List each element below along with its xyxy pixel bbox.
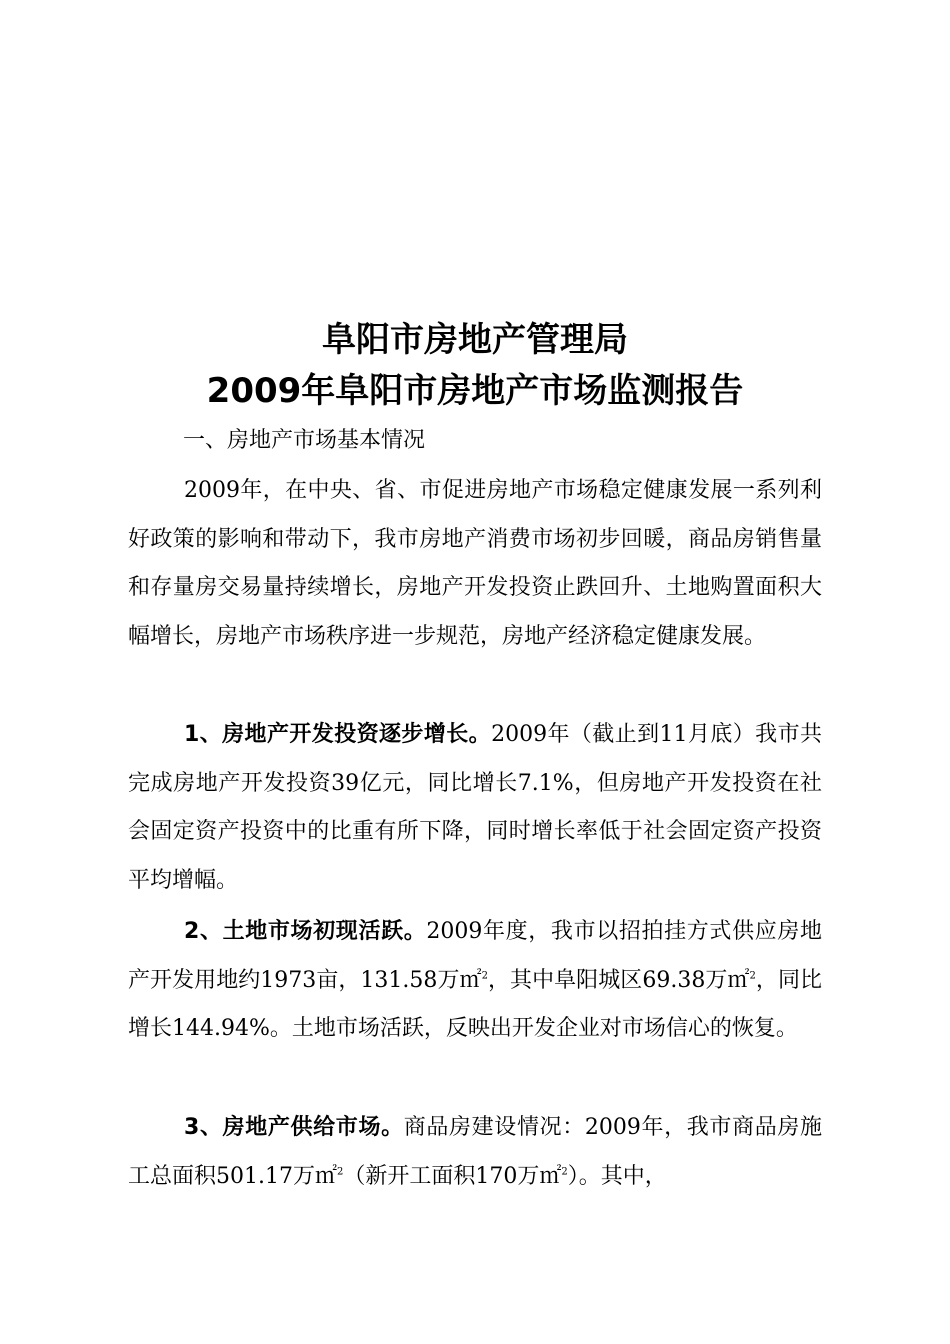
- item-3-sup-a: 2: [336, 1166, 344, 1178]
- item-3-text-b: （新开工面积170万㎡: [343, 1163, 562, 1189]
- item-2-text-a: 2009年度，我市以招拍挂方式供应房地产开发用地约1973亩，131.58万㎡: [128, 919, 822, 993]
- document-title-org: 阜阳市房地产管理局: [322, 320, 628, 360]
- item-2-text-b: ，其中阜阳城区69.38万㎡: [487, 967, 750, 993]
- intro-paragraph: [128, 467, 822, 661]
- item-1-lead: 1、房地产开发投资逐步增长。: [184, 722, 492, 747]
- item-3-text-c: ）。其中，: [567, 1163, 667, 1189]
- item-3-lead: 3、房地产供给市场。: [184, 1115, 404, 1140]
- item-2-sup-a: 2: [481, 970, 488, 982]
- item-3-paragraph: [128, 1104, 822, 1201]
- item-1-paragraph: [128, 711, 822, 905]
- item-3-sup-b: 2: [561, 1166, 568, 1178]
- document-title-report: 2009年阜阳市房地产市场监测报告: [206, 371, 744, 411]
- item-2-lead: 2、土地市场初现活跃。: [184, 919, 427, 944]
- item-2-text-c: ，同比增长144.94%。土地市场活跃，反映出开发企业对市场信心的恢复。: [128, 967, 822, 1041]
- item-2-paragraph: [128, 908, 822, 1054]
- item-2-sup-b: 2: [749, 970, 756, 982]
- item-3-text-a: 商品房建设情况：2009年，我市商品房施工总面积501.17万㎡: [128, 1115, 822, 1189]
- section-heading: 一、房地产市场基本情况: [183, 428, 426, 453]
- item-1-text: 2009年（截止到11月底）我市共完成房地产开发投资39亿元，同比增长7.1%，但房地产开发投资在社会固定资产投资中的比重有所下降，同时增长率低于社会固定资产投资平均增幅。: [128, 722, 823, 893]
- intro-text: 2009年，在中央、省、市促进房地产市场稳定健康发展一系列利好政策的影响和带动下，我市房地产消费市场初步回暖，商品房销售量和存量房交易量持续增长，房地产开发投资止跌回升、土地购置面积大幅增长，房地产市场秩序进一步规范，房地产经济稳定健康发展。: [128, 478, 822, 649]
